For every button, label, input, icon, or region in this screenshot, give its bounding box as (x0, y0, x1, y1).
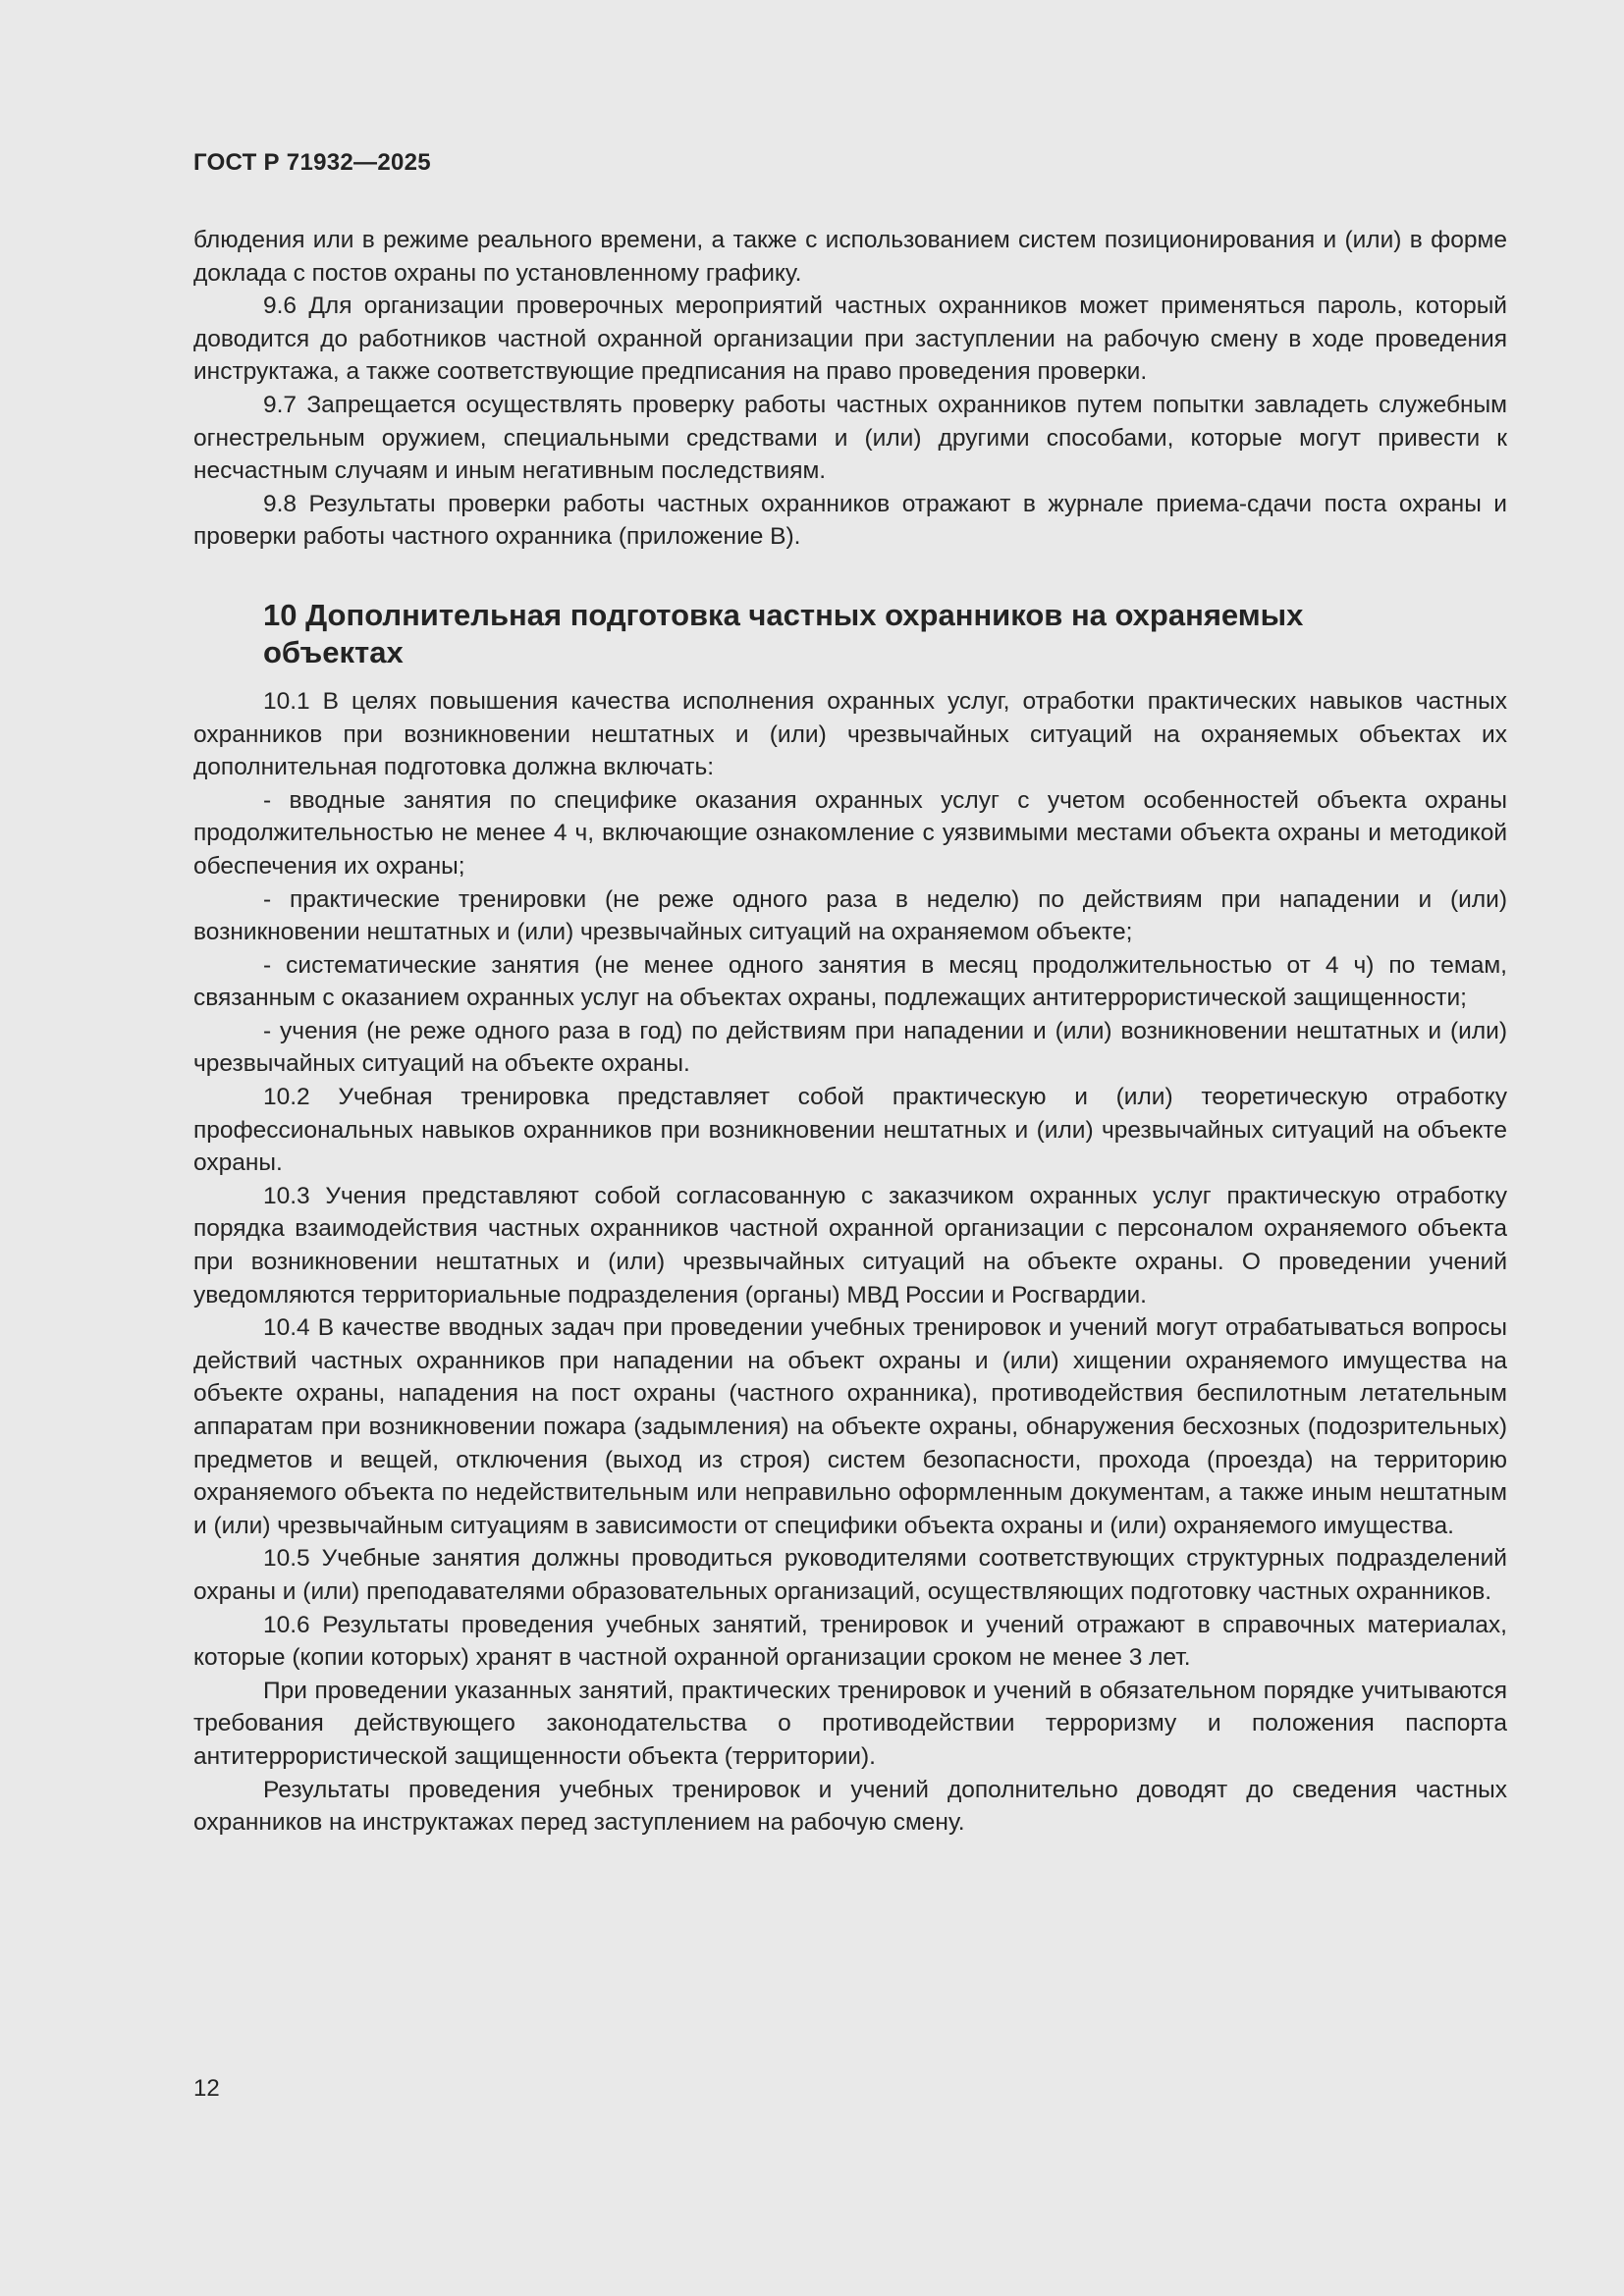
paragraph-9-8: 9.8 Результаты проверки работы частных охранников отражают в журнале приема-сдачи поста охраны и проверки работы частного охранника (приложение В). (193, 490, 1507, 551)
document-code-header: ГОСТ Р 71932—2025 (193, 149, 431, 176)
paragraph-10-6-requirements: При проведении указанных занятий, практических тренировок и учений в обязательном порядке учитываются требования действующего законодательства о противодействии терроризму и положения паспорта антитеррористической защищенности объекта (территории). (193, 1677, 1507, 1770)
page-number: 12 (193, 2075, 220, 2102)
paragraph-10-6-results: Результаты проведения учебных тренировок и учений дополнительно доводят до сведения частных охранников на инструктажах перед заступлением на рабочую смену. (193, 1776, 1507, 1837)
paragraph-10-3: 10.3 Учения представляют собой согласованную с заказчиком охранных услуг практическую отработку порядка взаимодействия частных охранников частной охранной организации с персоналом охраняемого объекта при возникновении нештатных и (или) чрезвычайных ситуаций на объекте охраны. О проведении учений уведомляются территориальные подразделения (органы) МВД России и Росгвардии. (193, 1182, 1507, 1308)
paragraph-10-6: 10.6 Результаты проведения учебных занятий, тренировок и учений отражают в справочных материалах, которые (копии которых) хранят в частной охранной организации сроком не менее 3 лет. (193, 1611, 1507, 1672)
paragraph-10-5: 10.5 Учебные занятия должны проводиться руководителями соответствующих структурных подразделений охраны и (или) преподавателями образовательных организаций, осуществляющих подготовку частных охранников. (193, 1545, 1507, 1605)
paragraph-9-6: 9.6 Для организации проверочных мероприятий частных охранников может применяться пароль, который доводится до работников частной охранной организации при заступлении на рабочую смену в ходе проведения инструктажа, а также соответствующие предписания на право проведения проверки. (193, 293, 1507, 386)
document-body (193, 224, 1507, 1840)
section-10-heading: 10 Дополнительная подготовка частных охранников на охраняемых объектах (263, 597, 1304, 669)
paragraph-10-1: 10.1 В целях повышения качества исполнения охранных услуг, отработки практических навыков частных охранников при возникновении нештатных и (или) чрезвычайных ситуаций на охраняемых объектах их дополнительная подготовка должна включать: (193, 687, 1507, 781)
list-item-systematic-classes: - систематические занятия (не менее одного занятия в месяц продолжительностью от 4 ч) по темам, связанным с оказанием охранных услуг на объектах охраны, подлежащих антитеррористической защищенности; (193, 951, 1507, 1012)
list-item-practical-training: - практические тренировки (не реже одного раза в неделю) по действиям при нападении и (или) возникновении нештатных и (или) чрезвычайных ситуаций на охраняемом объекте; (193, 885, 1507, 946)
list-item-exercises: - учения (не реже одного раза в год) по действиям при нападении и (или) возникновении нештатных и (или) чрезвычайных ситуаций на объекте охраны. (193, 1017, 1507, 1078)
paragraph-10-2: 10.2 Учебная тренировка представляет собой практическую и (или) теоретическую отработку профессиональных навыков охранников при возникновении нештатных и (или) чрезвычайных ситуаций на объекте охраны. (193, 1084, 1507, 1177)
paragraph-9-7: 9.7 Запрещается осуществлять проверку работы частных охранников путем попытки завладеть служебным огнестрельным оружием, специальными средствами и (или) другими способами, которые могут привести к несчастным случаям и иным негативным последствиям. (193, 391, 1507, 485)
list-item-intro-classes: - вводные занятия по специфике оказания охранных услуг с учетом особенностей объекта охраны продолжительностью не менее 4 ч, включающие ознакомление с уязвимыми местами объекта охраны и методикой обеспечения их охраны; (193, 786, 1507, 880)
paragraph-10-4: 10.4 В качестве вводных задач при проведении учебных тренировок и учений могут отрабатываться вопросы действий частных охранников при нападении на объект охраны и (или) хищении охраняемого имущества на объекте охраны, нападения на пост охраны (частного охранника), противодействия беспилотным летательным аппаратам при возникновении пожара (задымления) на объекте охраны, обнаружения бесхозных (подозрительных) предметов и вещей, отключения (выход из строя) систем безопасности, прохода (проезда) на территорию охраняемого объекта по недействительным или неправильно оформленным документам, а также иным нештатным и (или) чрезвычайным ситуациям в зависимости от специфики объекта охраны и (или) охраняемого имущества. (193, 1314, 1507, 1539)
paragraph-9-5-continuation: блюдения или в режиме реального времени, а также с использованием систем позиционирования и (или) в форме доклада с постов охраны по установленному графику. (193, 227, 1507, 287)
